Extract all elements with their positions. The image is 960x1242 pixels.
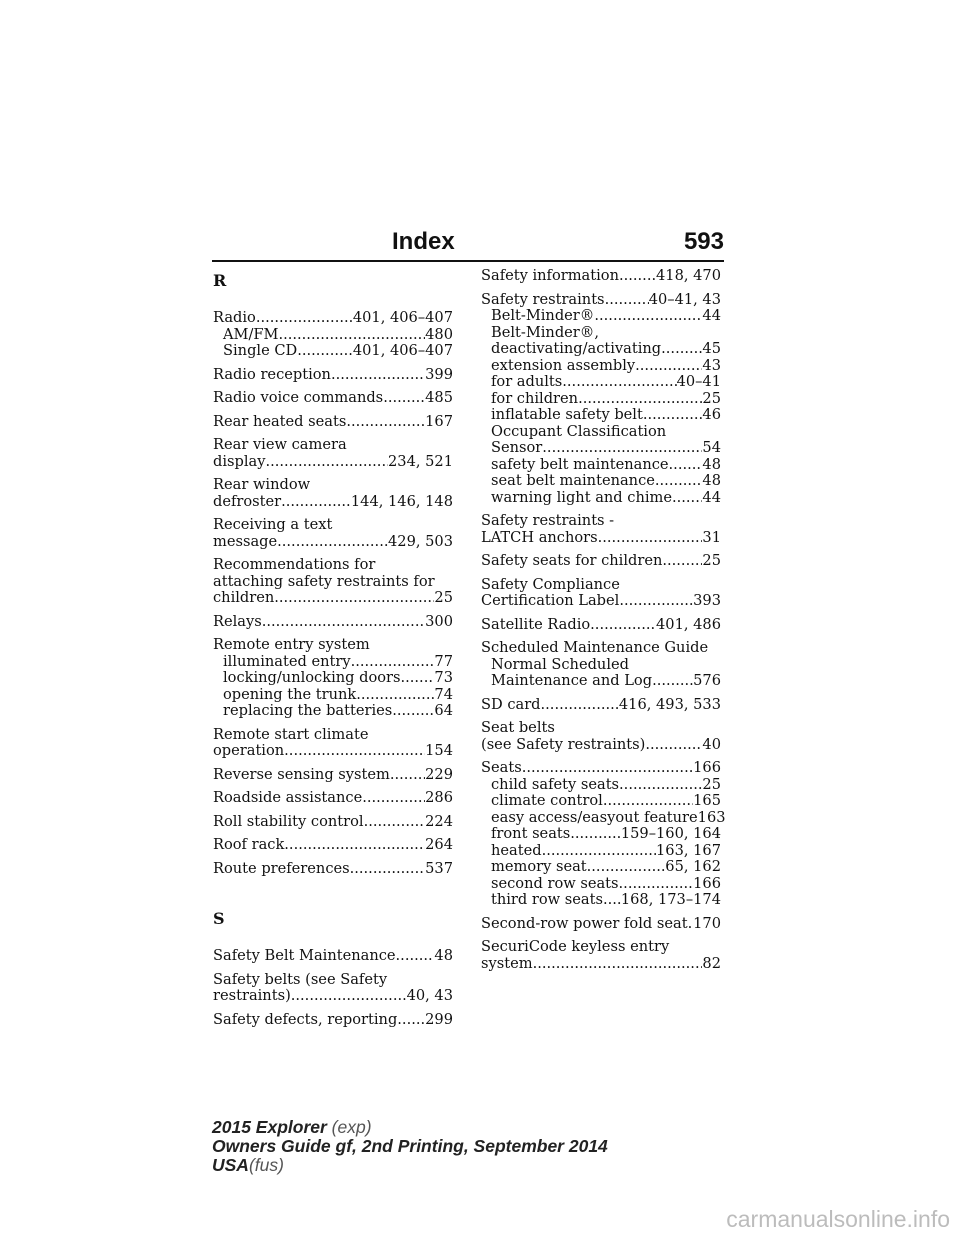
index-term: illuminated entry — [223, 652, 351, 670]
index-subentry — [481, 808, 726, 827]
page-reference: 166 — [693, 759, 721, 776]
index-subentry — [481, 325, 721, 342]
index-line — [213, 948, 453, 965]
page-reference: 163, 167 — [656, 841, 721, 859]
page-reference: 45 — [702, 340, 721, 357]
dot-leader — [401, 670, 435, 687]
index-line — [481, 577, 721, 594]
index-line — [481, 268, 721, 285]
index-line — [481, 760, 721, 777]
page-reference: 264 — [425, 836, 453, 853]
index-term: Certification Label — [481, 592, 620, 609]
index-subentry — [481, 457, 721, 474]
dot-leader — [578, 391, 702, 408]
dot-leader — [619, 777, 702, 794]
dot-leader — [655, 473, 703, 490]
index-subentry — [481, 358, 721, 375]
index-term: Roadside assistance — [213, 789, 363, 806]
page-reference: 399 — [425, 365, 453, 383]
dot-leader — [645, 737, 702, 754]
index-line — [213, 494, 453, 511]
page-reference: 234, 521 — [388, 452, 453, 470]
index-term: memory seat — [491, 858, 587, 875]
page-reference: 429, 503 — [388, 532, 453, 550]
page-reference: 166 — [693, 874, 721, 892]
index-entry — [481, 292, 721, 507]
page-title: Index — [392, 228, 455, 255]
index-term: Radio reception — [213, 365, 331, 383]
page-reference: 401, 486 — [656, 615, 721, 633]
index-term: deactivating/activating — [491, 340, 662, 357]
page-reference: 77 — [434, 652, 453, 670]
dot-leader — [619, 593, 693, 610]
index-entry — [481, 759, 726, 909]
index-entry — [213, 614, 453, 631]
dot-leader — [672, 490, 702, 507]
dot-leader — [603, 892, 621, 909]
index-term: seat belt maintenance — [491, 472, 655, 489]
dot-leader — [533, 956, 703, 973]
index-subentry — [213, 327, 453, 344]
index-term: attaching safety restraints for — [213, 572, 435, 590]
index-line — [213, 988, 453, 1005]
index-column-left — [213, 268, 453, 1028]
index-term: system — [481, 954, 533, 972]
index-line — [481, 593, 721, 610]
dot-leader — [603, 793, 693, 810]
index-subentry — [213, 654, 453, 671]
index-line — [213, 743, 453, 760]
index-term: climate control — [491, 792, 603, 809]
dot-leader — [291, 988, 407, 1005]
page-reference: 170 — [693, 914, 721, 932]
index-entry — [481, 268, 721, 285]
index-line — [213, 590, 453, 607]
index-entry — [481, 697, 721, 714]
index-term: display — [213, 452, 266, 470]
page-reference: 25 — [702, 552, 721, 569]
page-reference: 224 — [425, 812, 453, 830]
index-entry — [481, 577, 721, 610]
index-term: Safety restraints - — [481, 512, 615, 529]
index-term: children — [213, 589, 275, 606]
index-subentry — [481, 473, 721, 490]
page-header — [212, 226, 724, 262]
index-line — [481, 697, 721, 714]
index-entry — [481, 513, 721, 546]
dot-leader — [570, 826, 621, 843]
page-reference: 537 — [425, 859, 453, 877]
index-subentry — [481, 440, 721, 457]
page-reference: 401, 406–407 — [352, 342, 453, 359]
index-term: Belt-Minder®, — [491, 323, 600, 341]
index-term: Recommendations for — [213, 556, 376, 573]
index-line — [213, 534, 453, 551]
index-entry — [213, 367, 453, 384]
watermark: carmanualsonline.info — [726, 1206, 950, 1232]
index-subentry — [481, 424, 721, 441]
dot-leader — [364, 814, 426, 831]
index-subentry — [213, 343, 453, 360]
dot-leader — [652, 673, 693, 690]
index-term: SecuriCode keyless entry — [481, 938, 670, 955]
dot-leader — [541, 697, 619, 714]
index-term: Radio — [213, 309, 256, 326]
footer-market: USA — [212, 1155, 249, 1175]
dot-leader — [619, 876, 694, 893]
dot-leader — [281, 494, 351, 511]
index-line — [213, 790, 453, 807]
page-reference: 300 — [425, 612, 453, 630]
index-line — [481, 916, 721, 933]
index-entry — [213, 310, 453, 360]
index-entry — [213, 1012, 453, 1029]
index-term: Rear view camera — [213, 436, 347, 453]
page-reference: 144, 146, 148 — [350, 492, 453, 510]
page-reference: 48 — [434, 947, 453, 964]
index-term: Occupant Classification — [491, 422, 667, 440]
index-entry — [213, 861, 453, 878]
page-reference: 40 — [702, 735, 721, 753]
index-column-right — [481, 267, 726, 972]
index-term: AM/FM — [223, 325, 279, 343]
index-line — [481, 939, 721, 956]
index-subentry — [481, 308, 721, 325]
index-term: LATCH anchors — [481, 528, 598, 546]
index-term: safety belt maintenance — [491, 455, 669, 473]
footer-market-code: (fus) — [248, 1155, 284, 1175]
index-term: Belt-Minder® — [491, 307, 595, 324]
dot-leader — [284, 837, 425, 854]
dot-leader — [392, 703, 434, 720]
dot-leader — [277, 534, 388, 551]
page-reference: 418, 470 — [656, 267, 721, 284]
index-line — [213, 614, 453, 631]
page-reference: 393 — [693, 592, 721, 609]
index-term: Rear window — [213, 476, 311, 493]
dot-leader — [522, 760, 693, 777]
index-line — [213, 310, 453, 327]
index-term: Seats — [481, 759, 522, 776]
index-term: Seat belts — [481, 719, 555, 736]
document-footer — [212, 1118, 608, 1175]
dot-leader — [605, 292, 649, 309]
index-term: heated — [491, 841, 542, 859]
index-entry — [481, 720, 721, 753]
index-entry — [481, 916, 721, 933]
index-term: Roof rack — [213, 836, 285, 853]
index-term: message — [213, 532, 278, 550]
page-reference: 54 — [702, 439, 721, 456]
index-term: SD card — [481, 695, 541, 713]
index-term: warning light and chime — [491, 488, 672, 506]
index-subentry — [481, 859, 721, 876]
dot-leader — [396, 948, 435, 965]
index-subentry — [481, 407, 721, 424]
index-entry — [213, 517, 453, 550]
index-term: Remote entry system — [213, 636, 370, 653]
page-reference: 154 — [425, 742, 453, 759]
index-line — [213, 1012, 453, 1029]
section-letter-r: R — [213, 271, 227, 290]
page-reference: 48 — [702, 472, 721, 489]
dot-leader — [390, 767, 425, 784]
index-subentry — [481, 490, 721, 507]
index-term: Scheduled Maintenance Guide — [481, 639, 709, 656]
page-reference: 73 — [434, 669, 453, 686]
index-term: Safety information — [481, 267, 619, 284]
index-line — [213, 574, 453, 591]
dot-leader — [278, 327, 425, 344]
dot-leader — [542, 440, 702, 457]
index-line — [213, 972, 453, 989]
dot-leader — [383, 390, 425, 407]
index-term: for children — [491, 389, 579, 407]
index-subentry — [481, 843, 721, 860]
index-line — [213, 814, 453, 831]
index-entry — [213, 972, 453, 1005]
page-reference: 25 — [702, 775, 721, 793]
page-reference: 40–41, 43 — [648, 290, 721, 308]
index-term: Roll stability control — [213, 812, 364, 830]
dot-leader — [346, 414, 425, 431]
index-line — [481, 617, 721, 634]
index-entry — [213, 557, 453, 607]
index-term: second row seats — [491, 874, 619, 892]
page-reference: 286 — [425, 789, 453, 806]
index-term: opening the trunk — [223, 685, 357, 703]
page-reference: 48 — [702, 455, 721, 473]
page-reference: 159–160, 164 — [620, 825, 721, 842]
index-line — [481, 956, 721, 973]
index-term: Satellite Radio — [481, 615, 591, 633]
page-reference: 82 — [702, 954, 721, 972]
page-reference: 44 — [702, 307, 721, 324]
page-reference: 485 — [425, 389, 453, 406]
page-reference: 416, 493, 533 — [618, 695, 721, 713]
page-reference: 163 — [697, 808, 726, 826]
dot-leader — [594, 308, 702, 325]
index-term: third row seats — [491, 891, 603, 908]
index-term: easy access/easyout feature — [491, 808, 698, 826]
page-reference: 65, 162 — [665, 858, 721, 875]
index-term: Normal Scheduled — [491, 655, 629, 673]
index-term: Radio voice commands — [213, 389, 384, 406]
page-reference: 31 — [702, 528, 721, 546]
page-reference: 576 — [693, 672, 721, 689]
index-term: Safety defects, reporting — [213, 1010, 398, 1028]
index-subentry — [481, 374, 721, 391]
index-term: front seats — [491, 825, 571, 842]
dot-leader — [297, 343, 353, 360]
index-term: Sensor — [491, 439, 543, 456]
index-line — [213, 861, 453, 878]
dot-leader — [542, 843, 656, 860]
page-reference: 401, 406–407 — [352, 309, 453, 326]
dot-leader — [356, 687, 434, 704]
index-subentry — [481, 657, 721, 674]
index-entry — [213, 637, 453, 720]
dot-leader — [274, 590, 434, 607]
page-reference: 40–41 — [676, 373, 721, 390]
index-line — [213, 454, 453, 471]
index-term: restraints) — [213, 987, 291, 1004]
dot-leader — [587, 859, 666, 876]
index-entry — [481, 939, 721, 972]
index-subentry — [481, 793, 721, 810]
index-line — [481, 553, 721, 570]
page-reference: 168, 173–174 — [620, 891, 721, 908]
dot-leader — [590, 617, 656, 634]
page-reference: 25 — [434, 589, 453, 606]
dot-leader — [331, 367, 425, 384]
dot-leader — [265, 454, 388, 471]
index-subentry — [481, 777, 721, 794]
index-subentry — [481, 341, 721, 358]
dot-leader — [262, 614, 425, 631]
page-reference: 167 — [425, 412, 453, 430]
index-line — [481, 292, 721, 309]
index-term: Safety belts (see Safety — [213, 970, 388, 988]
dot-leader — [362, 790, 425, 807]
index-term: Safety seats for children — [481, 552, 663, 569]
index-line — [213, 390, 453, 407]
index-subentry — [213, 670, 453, 687]
index-term: child safety seats — [491, 775, 620, 793]
index-subentry — [481, 892, 721, 909]
index-entry — [213, 727, 453, 760]
index-term: Safety restraints — [481, 290, 605, 308]
dot-leader — [643, 407, 703, 424]
index-term: Rear heated seats — [213, 412, 347, 430]
index-subentry — [481, 826, 721, 843]
section-letter-s: S — [213, 909, 225, 928]
dot-leader — [350, 861, 426, 878]
dot-leader — [661, 341, 702, 358]
dot-leader — [662, 553, 702, 570]
dot-leader — [669, 457, 703, 474]
page-reference: 46 — [702, 406, 721, 423]
index-entry — [481, 617, 721, 634]
index-term: Single CD — [223, 342, 298, 359]
dot-leader — [284, 743, 425, 760]
page-reference: 64 — [434, 702, 453, 719]
index-entry — [213, 437, 453, 470]
index-term: operation — [213, 742, 285, 759]
index-line — [213, 637, 453, 654]
index-entry — [213, 790, 453, 807]
page-reference: 165 — [693, 792, 721, 809]
footer-model-code: (exp) — [331, 1117, 372, 1137]
footer-model: 2015 Explorer — [212, 1117, 327, 1137]
index-line — [213, 727, 453, 744]
dot-leader — [562, 374, 676, 391]
index-term: Safety Belt Maintenance — [213, 947, 396, 964]
page-reference: 43 — [702, 356, 721, 374]
page-reference: 229 — [425, 765, 453, 783]
index-line — [481, 737, 721, 754]
index-entry — [213, 414, 453, 431]
index-line — [481, 513, 721, 530]
index-subentry — [481, 673, 721, 690]
footer-model-line — [212, 1118, 608, 1137]
dot-leader — [598, 530, 703, 547]
index-subentry — [213, 703, 453, 720]
index-entry — [213, 814, 453, 831]
index-term: Remote start climate — [213, 725, 369, 743]
index-term: Maintenance and Log — [491, 672, 653, 689]
dot-leader — [635, 358, 702, 375]
dot-leader — [351, 654, 435, 671]
index-term: Reverse sensing system — [213, 765, 390, 783]
index-subentry — [481, 391, 721, 408]
page-reference: 44 — [702, 488, 721, 506]
page-reference: 40, 43 — [406, 987, 453, 1004]
index-line — [213, 767, 453, 784]
index-line — [213, 477, 453, 494]
index-line — [213, 517, 453, 534]
index-term: defroster — [213, 492, 282, 510]
index-term: Receiving a text — [213, 516, 333, 533]
index-term: Safety Compliance — [481, 575, 620, 593]
index-line — [481, 640, 721, 657]
index-entry — [213, 477, 453, 510]
index-line — [213, 837, 453, 854]
index-line — [213, 557, 453, 574]
footer-guide: Owners Guide gf, 2nd Printing, September 2014 — [212, 1136, 608, 1156]
page-reference: 74 — [434, 685, 453, 703]
index-line — [481, 530, 721, 547]
index-subentry — [481, 876, 721, 893]
index-entry — [481, 640, 721, 690]
index-term: inflatable safety belt — [491, 406, 643, 423]
index-entry — [213, 390, 453, 407]
index-subentry — [213, 687, 453, 704]
dot-leader — [256, 310, 353, 327]
index-line — [213, 437, 453, 454]
index-line — [213, 367, 453, 384]
index-entry — [213, 837, 453, 854]
index-line — [481, 720, 721, 737]
index-term: replacing the batteries — [223, 702, 393, 719]
index-entry — [213, 767, 453, 784]
footer-market-line — [212, 1156, 608, 1175]
index-term: for adults — [491, 373, 563, 390]
page-reference: 25 — [702, 389, 721, 407]
dot-leader — [619, 268, 656, 285]
index-term: locking/unlocking doors — [223, 669, 401, 686]
page-reference: 299 — [425, 1010, 453, 1028]
index-term: Second-row power fold seat — [481, 914, 688, 932]
index-entry — [481, 553, 721, 570]
index-term: Route preferences — [213, 859, 350, 877]
index-line — [213, 414, 453, 431]
index-term: Relays — [213, 612, 262, 630]
page-reference: 480 — [425, 325, 453, 343]
index-entry — [213, 948, 453, 965]
dot-leader — [397, 1012, 425, 1029]
page-number: 593 — [683, 228, 724, 255]
index-term: (see Safety restraints) — [481, 735, 646, 753]
index-term: extension assembly — [491, 356, 636, 374]
